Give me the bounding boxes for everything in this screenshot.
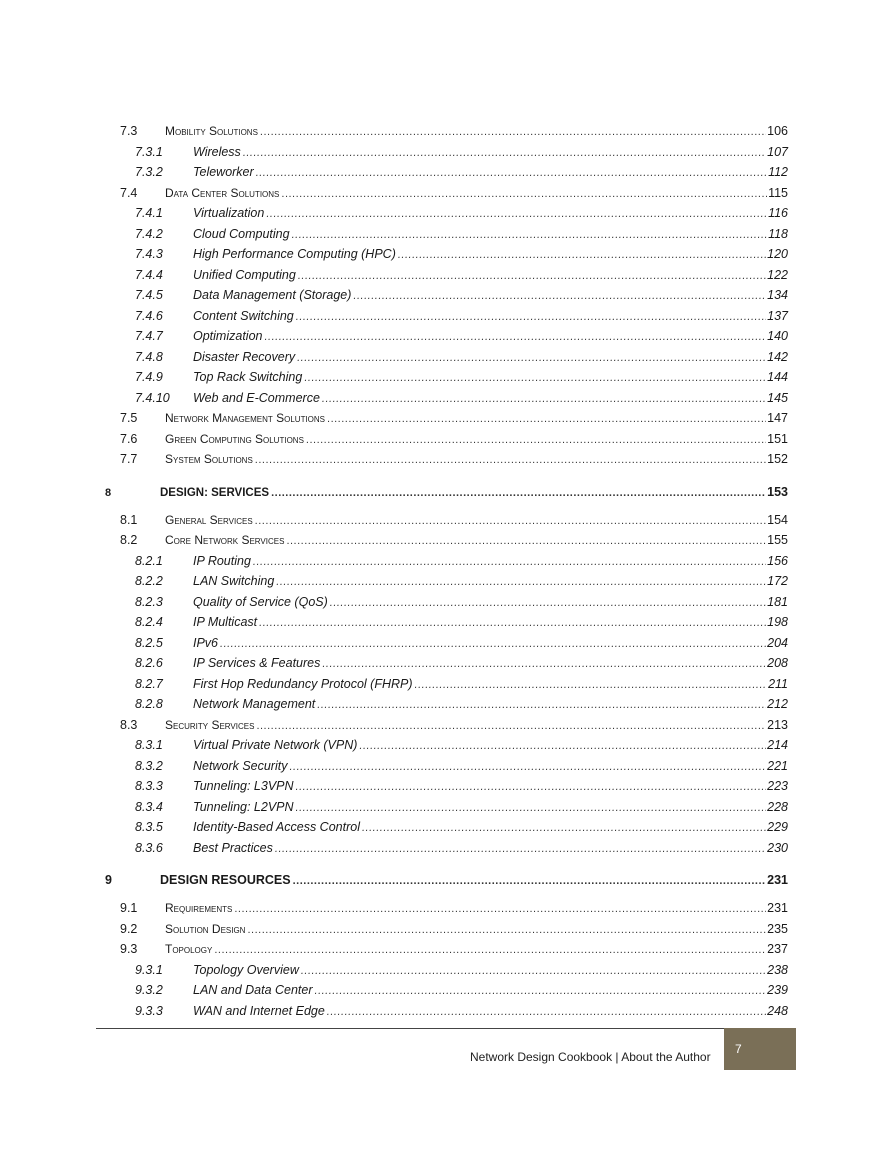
toc-entry-number: 8.3: [120, 717, 138, 732]
dot-leader: [415, 679, 768, 691]
toc-entry-title: Network Management: [193, 697, 316, 711]
dot-leader: [220, 638, 766, 650]
toc-entry-title: System Solutions: [165, 452, 253, 466]
toc-entry-page: 120: [767, 247, 788, 261]
dot-leader: [359, 740, 766, 752]
toc-entry-number: 8.1: [120, 512, 138, 527]
dot-leader: [214, 944, 766, 956]
footer-divider: [96, 1028, 724, 1029]
toc-entry-title: Security Services: [165, 717, 255, 732]
toc-entry-title: Mobility Solutions: [165, 124, 258, 138]
toc-entry-page: 156: [767, 553, 788, 568]
toc-entry-page: 145: [767, 390, 788, 405]
dot-leader: [260, 126, 766, 138]
dot-leader: [297, 352, 766, 364]
toc-entry-number: 9.1: [120, 901, 138, 915]
toc-entry-title: Web and E-Commerce: [193, 390, 320, 405]
dot-leader: [286, 535, 766, 547]
toc-entry-title: Optimization: [193, 329, 263, 343]
toc-entry-number: 7.4.1: [135, 206, 163, 220]
dot-leader: [296, 311, 766, 323]
toc-entry-number: 9: [105, 873, 112, 887]
toc-entry[interactable]: [100, 206, 788, 227]
toc-entry-page: 248: [767, 1003, 788, 1018]
toc-entry-title: LAN and Data Center: [193, 983, 313, 997]
toc-entry-title: Network Management Solutions: [165, 411, 326, 425]
dot-leader: [266, 208, 767, 220]
toc-entry-number: 7.4.8: [135, 349, 163, 364]
toc-entry[interactable]: [100, 677, 788, 698]
toc-entry-page: 181: [767, 594, 788, 609]
toc-entry-number: 7.4.9: [135, 370, 163, 384]
toc-entry[interactable]: [100, 247, 788, 268]
toc-entry-page: 229: [767, 820, 788, 834]
toc-entry-page: 231: [767, 873, 788, 887]
toc-entry[interactable]: [100, 636, 788, 657]
dot-leader: [275, 843, 766, 855]
dot-leader: [327, 413, 766, 425]
dot-leader: [253, 556, 766, 568]
toc-entry-title: DESIGN: SERVICES: [160, 486, 270, 499]
toc-entry-page: 107: [767, 144, 788, 159]
toc-entry-page: 198: [767, 615, 788, 629]
toc-entry-title: Data Management (Storage): [193, 288, 352, 302]
toc-entry-number: 7.4.6: [135, 308, 163, 323]
toc-entry[interactable]: [100, 124, 788, 145]
toc-entry-number: 8.2.8: [135, 697, 163, 711]
toc-entry-page: 118: [768, 226, 788, 241]
toc-entry-page: 142: [767, 349, 788, 364]
toc-entry-title: IPv6: [193, 635, 219, 650]
dot-leader: [315, 985, 767, 997]
toc-entry[interactable]: [100, 1004, 788, 1025]
toc-entry-number: 9.3.1: [135, 962, 163, 977]
dot-leader: [317, 699, 766, 711]
toc-entry-number: 7.3: [120, 124, 138, 138]
toc-entry-number: 7.4.10: [135, 390, 170, 405]
toc-entry-page: 152: [767, 452, 788, 466]
dot-leader: [301, 965, 766, 977]
toc-entry[interactable]: [100, 779, 788, 800]
toc-entry-page: 231: [767, 901, 788, 915]
toc-entry-page: 238: [767, 962, 788, 977]
toc-entry-title: Cloud Computing: [193, 226, 290, 241]
toc-entry[interactable]: [100, 800, 788, 821]
toc-entry-page: 211: [768, 676, 788, 691]
dot-leader: [247, 924, 766, 936]
toc-entry-title: Data Center Solutions: [165, 185, 280, 200]
toc-entry-title: Teleworker: [193, 165, 254, 179]
toc-entry-title: DESIGN RESOURCES: [160, 873, 291, 887]
toc-entry[interactable]: [100, 452, 788, 473]
toc-entry-page: 230: [767, 840, 788, 855]
toc-entry-title: Green Computing Solutions: [165, 431, 304, 446]
toc-entry[interactable]: [100, 145, 788, 166]
toc-entry-title: Wireless: [193, 144, 241, 159]
toc-entry-number: 9.2: [120, 921, 138, 936]
toc-entry[interactable]: [100, 718, 788, 739]
toc-entry-number: 8.2.7: [135, 676, 163, 691]
toc-entry-number: 8.3.6: [135, 840, 163, 855]
toc-entry[interactable]: [100, 574, 788, 595]
toc-entry-page: 115: [768, 185, 788, 200]
toc-entry-number: 8.2: [120, 533, 138, 547]
toc-entry[interactable]: [100, 922, 788, 943]
toc-entry-title: First Hop Redundancy Protocol (FHRP): [193, 676, 413, 691]
toc-entry-number: 9.3.2: [135, 983, 163, 997]
toc-entry[interactable]: [100, 432, 788, 453]
toc-entry-page: 212: [767, 697, 788, 711]
toc-entry-page: 151: [767, 431, 788, 446]
toc-entry-page: 208: [767, 656, 788, 670]
toc-entry-page: 153: [767, 484, 788, 499]
toc-entry-title: Tunneling: L2VPN: [193, 799, 294, 814]
toc-entry-title: Virtual Private Network (VPN): [193, 738, 358, 752]
toc-entry-page: 223: [767, 779, 788, 793]
dot-leader: [330, 597, 766, 609]
toc-entry-page: 116: [768, 206, 788, 220]
toc-entry[interactable]: [100, 350, 788, 371]
toc-entry-page: 122: [767, 267, 788, 282]
toc-entry[interactable]: [100, 841, 788, 862]
toc-entry-number: 7.5: [120, 411, 138, 425]
toc-entry-title: WAN and Internet Edge: [193, 1003, 325, 1018]
toc-entry-title: LAN Switching: [193, 574, 275, 588]
toc-entry-page: 144: [767, 370, 788, 384]
toc-entry[interactable]: [100, 533, 788, 554]
toc-entry-page: 155: [767, 533, 788, 547]
toc-entry[interactable]: [100, 268, 788, 289]
toc-entry-title: Best Practices: [193, 840, 273, 855]
toc-entry-number: 7.4.7: [135, 329, 163, 343]
dot-leader: [271, 487, 766, 499]
toc-entry-page: 214: [767, 738, 788, 752]
toc-entry-title: High Performance Computing (HPC): [193, 247, 396, 261]
toc-entry[interactable]: [100, 513, 788, 534]
toc-entry-title: Quality of Service (QoS): [193, 594, 328, 609]
toc-entry-number: 8.3.3: [135, 779, 163, 793]
toc-entry[interactable]: [100, 615, 788, 636]
toc-entry[interactable]: [100, 165, 788, 186]
toc-entry-title: Unified Computing: [193, 267, 296, 282]
dot-leader: [292, 229, 767, 241]
toc-entry[interactable]: [100, 329, 788, 350]
toc-entry-title: Requirements: [165, 901, 233, 915]
dot-leader: [353, 290, 766, 302]
toc-entry-page: 221: [767, 758, 788, 773]
dot-leader: [306, 434, 766, 446]
toc-entry-page: 112: [768, 165, 788, 179]
toc-entry-title: Disaster Recovery: [193, 349, 296, 364]
toc-entry-title: Topology Overview: [193, 962, 299, 977]
toc-entry-number: 7.4.5: [135, 288, 163, 302]
toc-entry-number: 8.2.1: [135, 553, 163, 568]
toc-entry-number: 7.3.2: [135, 165, 163, 179]
toc-entry-number: 9.3: [120, 942, 138, 956]
toc-entry-page: 213: [767, 717, 788, 732]
toc-entry-page: 239: [767, 983, 788, 997]
toc-entry-page: 204: [767, 635, 788, 650]
toc-entry-title: Topology: [165, 942, 213, 956]
toc-entry-title: IP Multicast: [193, 615, 258, 629]
dot-leader: [255, 454, 766, 466]
toc-entry[interactable]: [100, 738, 788, 759]
dot-leader: [256, 167, 767, 179]
dot-leader: [276, 576, 766, 588]
toc-entry-title: Identity-Based Access Control: [193, 820, 360, 834]
dot-leader: [296, 802, 767, 814]
toc-entry-page: 106: [767, 124, 788, 138]
toc-entry-number: 7.4: [120, 185, 138, 200]
toc-entry-number: 8.3.2: [135, 758, 163, 773]
toc-entry-page: 235: [767, 921, 788, 936]
table-of-contents: [100, 124, 788, 1024]
dot-leader: [293, 875, 767, 887]
dot-leader: [362, 822, 766, 834]
dot-leader: [281, 188, 767, 200]
toc-entry-number: 7.3.1: [135, 144, 163, 159]
dot-leader: [296, 781, 767, 793]
dot-leader: [256, 720, 766, 732]
toc-entry-page: 147: [767, 411, 788, 425]
toc-entry-number: 8.3.5: [135, 820, 163, 834]
page-number: 7: [735, 1042, 742, 1056]
toc-entry-page: 228: [767, 799, 788, 814]
dot-leader: [234, 903, 766, 915]
toc-entry[interactable]: [100, 963, 788, 984]
toc-entry[interactable]: [100, 554, 788, 575]
toc-entry-page: 237: [767, 942, 788, 956]
footer-title: Network Design Cookbook | About the Author: [470, 1050, 711, 1064]
toc-entry-page: 134: [767, 288, 788, 302]
dot-leader: [264, 331, 766, 343]
toc-entry[interactable]: [100, 942, 788, 963]
toc-entry[interactable]: [100, 873, 788, 887]
toc-entry[interactable]: [100, 391, 788, 412]
toc-entry-title: General Services: [165, 512, 253, 527]
toc-entry-page: 154: [767, 512, 788, 527]
toc-entry[interactable]: [100, 370, 788, 391]
toc-entry[interactable]: [100, 485, 788, 499]
toc-entry-title: Tunneling: L3VPN: [193, 779, 294, 793]
toc-entry-number: 8.2.4: [135, 615, 163, 629]
toc-entry-page: 137: [767, 308, 788, 323]
toc-entry-title: Content Switching: [193, 308, 294, 323]
toc-entry[interactable]: [100, 411, 788, 432]
toc-entry-number: 7.4.4: [135, 267, 163, 282]
toc-entry[interactable]: [100, 697, 788, 718]
dot-leader: [259, 617, 766, 629]
dot-leader: [398, 249, 766, 261]
toc-entry-number: 8.2.6: [135, 656, 163, 670]
toc-entry-page: 172: [767, 574, 788, 588]
toc-entry-number: 8: [105, 486, 112, 499]
toc-entry-title: Virtualization: [193, 206, 265, 220]
dot-leader: [327, 1006, 766, 1018]
toc-entry-number: 9.3.3: [135, 1003, 163, 1018]
toc-entry-page: 140: [767, 329, 788, 343]
toc-entry-title: Top Rack Switching: [193, 370, 303, 384]
toc-entry-title: Network Security: [193, 758, 288, 773]
dot-leader: [289, 761, 766, 773]
toc-entry-number: 7.7: [120, 452, 138, 466]
toc-entry[interactable]: [100, 983, 788, 1004]
dot-leader: [298, 270, 766, 282]
toc-entry-number: 8.2.2: [135, 574, 163, 588]
toc-entry-title: IP Routing: [193, 553, 251, 568]
dot-leader: [322, 658, 766, 670]
toc-entry[interactable]: [100, 288, 788, 309]
toc-entry[interactable]: [100, 595, 788, 616]
toc-entry-title: IP Services & Features: [193, 656, 321, 670]
toc-entry[interactable]: [100, 901, 788, 922]
dot-leader: [322, 393, 766, 405]
toc-entry-number: 8.2.3: [135, 594, 163, 609]
dot-leader: [304, 372, 766, 384]
toc-entry-number: 8.3.4: [135, 799, 163, 814]
toc-entry-title: Solution Design: [165, 921, 246, 936]
toc-entry[interactable]: [100, 186, 788, 207]
toc-entry-number: 8.2.5: [135, 635, 163, 650]
dot-leader: [255, 515, 766, 527]
toc-entry[interactable]: [100, 656, 788, 677]
toc-entry-number: 7.4.2: [135, 226, 163, 241]
toc-entry-title: Core Network Services: [165, 533, 285, 547]
toc-entry-number: 7.4.3: [135, 247, 163, 261]
dot-leader: [243, 147, 766, 159]
toc-entry[interactable]: [100, 309, 788, 330]
toc-entry[interactable]: [100, 759, 788, 780]
page-number-badge: [724, 1028, 796, 1070]
toc-entry-number: 7.6: [120, 431, 138, 446]
toc-entry[interactable]: [100, 820, 788, 841]
toc-entry-number: 8.3.1: [135, 738, 163, 752]
toc-entry[interactable]: [100, 227, 788, 248]
